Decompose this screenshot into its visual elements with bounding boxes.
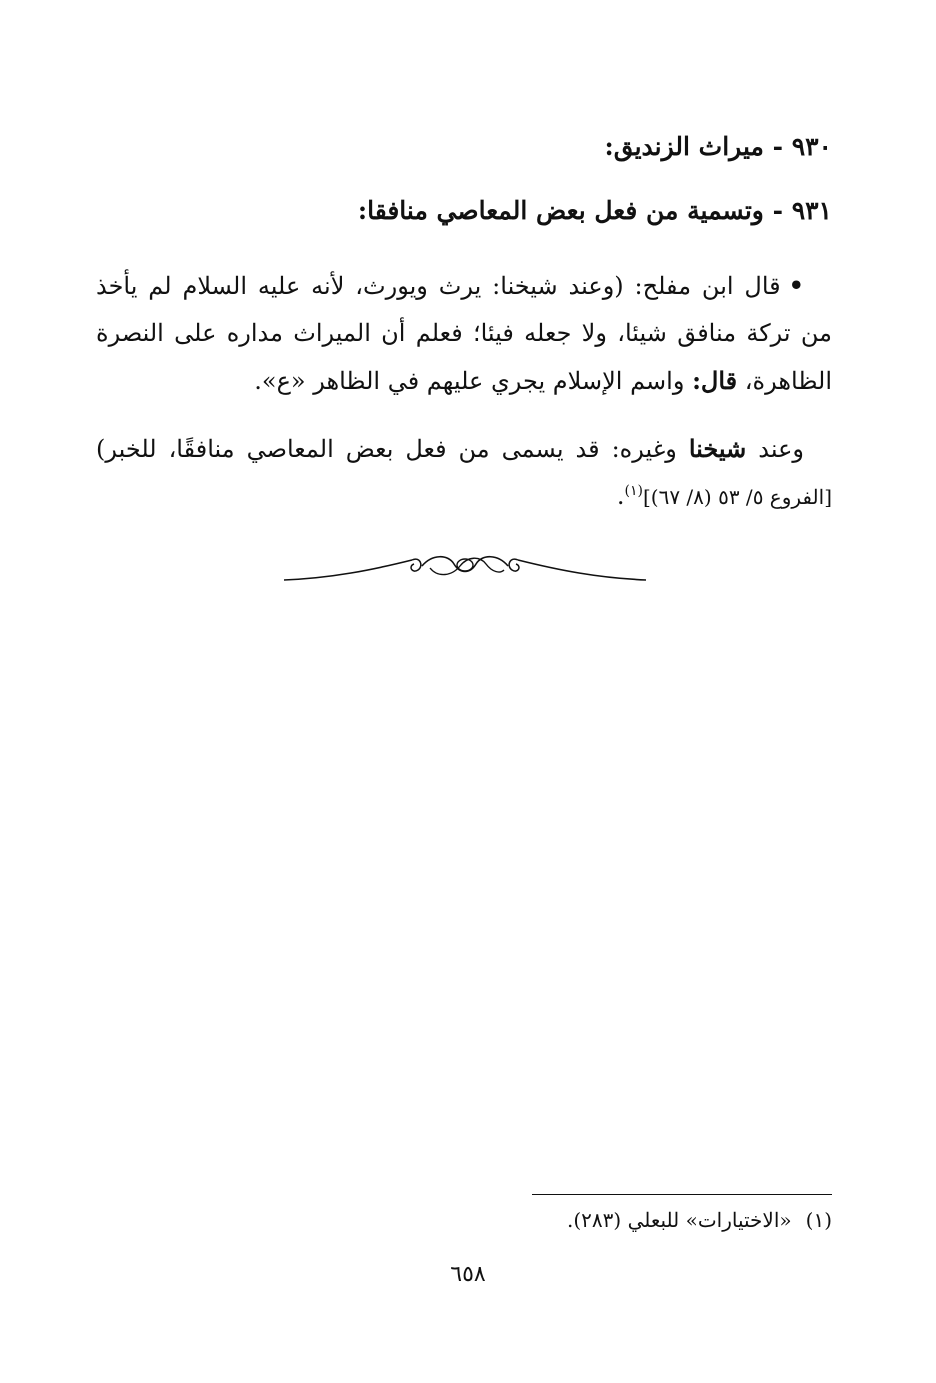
heading-text: وتسمية من فعل بعض المعاصي منافقا: xyxy=(357,196,764,225)
bold-word: قال: xyxy=(692,366,738,395)
page-number: ٦٥٨ xyxy=(450,1262,486,1287)
page-content xyxy=(96,0,832,1383)
paragraph-text: واسم الإسلام يجري عليهم في الظاهر «ع». xyxy=(254,367,685,395)
paragraph-ibn-muflih xyxy=(96,262,832,405)
bold-word: شيخنا xyxy=(688,434,747,463)
footnote-number: (١) xyxy=(805,1208,832,1232)
footnote-reference: (١) xyxy=(624,483,643,499)
paragraph-end: . xyxy=(616,482,625,510)
footnote xyxy=(567,1208,832,1232)
paragraph-shaykh xyxy=(96,425,832,521)
paragraph-text: وغيره: قد يسمى من فعل بعض المعاصي منافقًا، للخبر) xyxy=(96,435,677,463)
heading-number: ٩٣٠ xyxy=(791,132,832,161)
source-citation: [الفروع ٥/ ٥٣ (٨/ ٦٧)] xyxy=(642,485,832,509)
flourish-divider-icon xyxy=(282,552,648,592)
section-heading-930: ٩٣٠ - ميراث الزنديق: xyxy=(604,132,832,161)
footnote-divider xyxy=(532,1194,832,1195)
footnote-text: «الاختيارات» للبعلي (٢٨٣). xyxy=(567,1208,792,1232)
paragraph-text: قال ابن مفلح: (وعند شيخنا: يرث ويورث، لأنه عليه السلام لم يأخذ من تركة منافق شيئا، ولا جعله فيئا؛ فعلم أن الميراث مداره على النصرة الظاهرة، xyxy=(96,272,832,395)
heading-text: ميراث الزنديق: xyxy=(604,132,764,161)
heading-number: ٩٣١ xyxy=(791,196,832,225)
section-heading-931: ٩٣١ - وتسمية من فعل بعض المعاصي منافقا: xyxy=(357,196,832,225)
paragraph-text: وعند xyxy=(758,435,804,463)
bullet-icon: • xyxy=(788,271,804,300)
